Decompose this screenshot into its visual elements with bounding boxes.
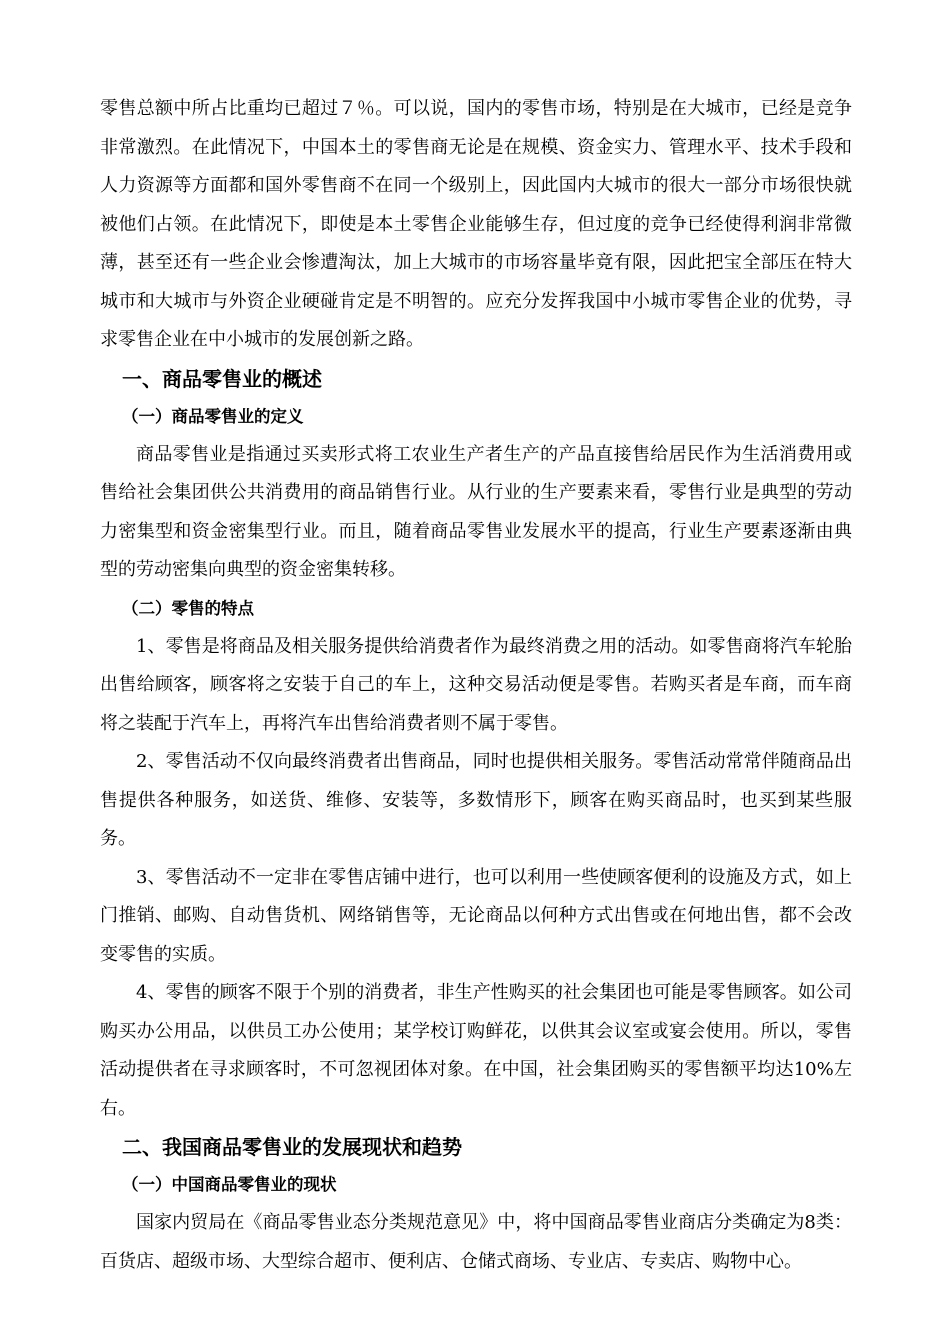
paragraph-definition: 商品零售业是指通过买卖形式将工农业生产者生产的产品直接售给居民作为生活消费用或售给社会集团供公共消费用的商品销售行业。从行业的生产要素来看，零售行业是典型的劳动力密集型和资金密集型行业。而且，随着商品零售业发展水平的提高，行业生产要素逐渐由典型的劳动密集向典型的资金密集转移。 bbox=[100, 443, 852, 580]
subsection-heading-1-2: （二）零售的特点 bbox=[122, 598, 254, 618]
document-body bbox=[100, 90, 852, 1281]
paragraph-feature-3: 3、零售活动不一定非在零售店铺中进行，也可以利用一些使顾客便利的设施及方式，如上门推销、邮购、自动售货机、网络销售等，无论商品以何种方式出售或在何地出售，都不会改变零售的实质。 bbox=[100, 866, 852, 965]
paragraph-current-status: 国家内贸局在《商品零售业态分类规范意见》中，将中国商品零售业商店分类确定为8类：百货店、超级市场、大型综合超市、便利店、仓储式商场、专业店、专卖店、购物中心。 bbox=[100, 1212, 852, 1272]
paragraph-feature-1: 1、零售是将商品及相关服务提供给消费者作为最终消费之用的活动。如零售商将汽车轮胎出售给顾客，顾客将之安装于自己的车上，这种交易活动便是零售。若购买者是车商，而车商将之装配于汽车上，再将汽车出售给消费者则不属于零售。 bbox=[100, 635, 852, 734]
subsection-heading-2-1: （一）中国商品零售业的现状 bbox=[122, 1175, 337, 1194]
paragraph-intro-continuation: 零售总额中所占比重均已超过７％。可以说，国内的零售市场，特别是在大城市，已经是竞争非常激烈。在此情况下，中国本土的零售商无论是在规模、资金实力、管理水平、技术手段和人力资源等方面都和国外零售商不在同一个级别上，因此国内大城市的很大一部分市场很快就被他们占领。在此情况下，即使是本土零售企业能够生存，但过度的竞争已经使得利润非常微薄，甚至还有一些企业会惨遭淘汰，加上大城市的市场容量毕竟有限，因此把宝全部压在特大城市和大城市与外资企业硬碰肯定是不明智的。应充分发挥我国中小城市零售企业的优势，寻求零售企业在中小城市的发展创新之路。 bbox=[100, 98, 852, 350]
subsection-heading-1-1: （一）商品零售业的定义 bbox=[122, 406, 304, 426]
section-heading-1: 一、商品零售业的概述 bbox=[122, 366, 322, 391]
paragraph-feature-2: 2、零售活动不仅向最终消费者出售商品，同时也提供相关服务。零售活动常常伴随商品出售提供各种服务，如送货、维修、安装等，多数情形下，顾客在购买商品时，也买到某些服务。 bbox=[100, 751, 852, 849]
section-heading-2: 二、我国商品零售业的发展现状和趋势 bbox=[122, 1135, 462, 1159]
paragraph-feature-4: 4、零售的顾客不限于个别的消费者，非生产性购买的社会集团也可能是零售顾客。如公司购买办公用品，以供员工办公使用；某学校订购鲜花，以供其会议室或宴会使用。所以，零售活动提供者在寻求顾客时，不可忽视团体对象。在中国，社会集团购买的零售额平均达10%左右。 bbox=[100, 982, 852, 1119]
